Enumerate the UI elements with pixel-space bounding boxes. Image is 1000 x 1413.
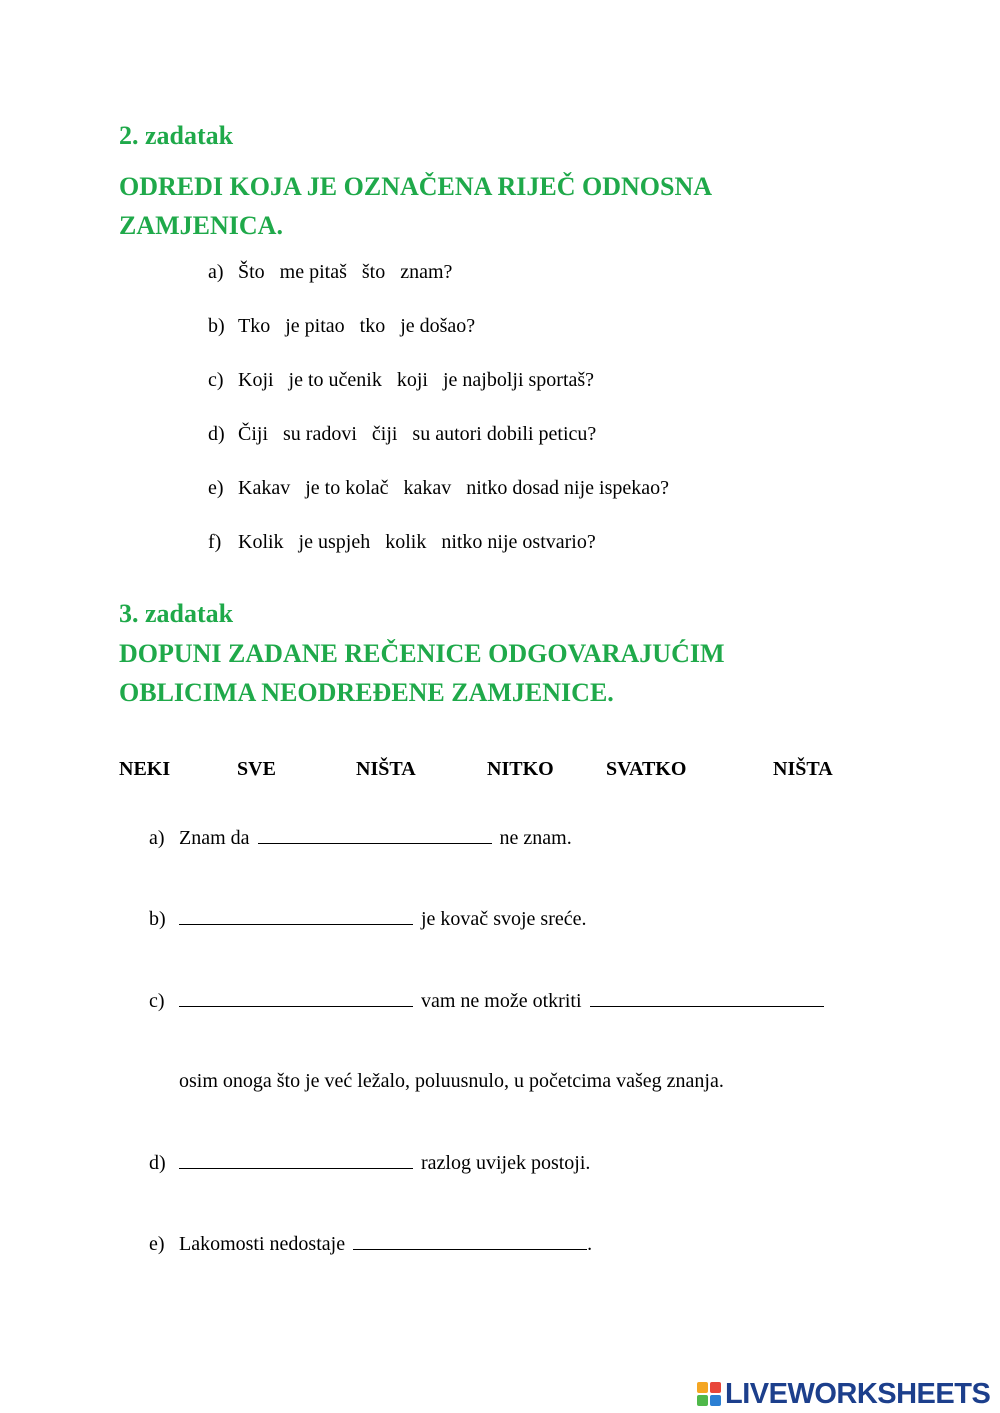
item-label: a) [208, 261, 224, 283]
item-label: c) [149, 990, 165, 1012]
logo-square-1 [697, 1382, 708, 1393]
word-bank-svatko: SVATKO [606, 758, 687, 780]
item-text: Lakomosti nedostaje [179, 1233, 346, 1255]
task3-title: 3. zadatak [119, 599, 234, 628]
answer-blank[interactable] [179, 1150, 413, 1169]
item-label: f) [208, 531, 222, 553]
item-label: d) [208, 423, 225, 445]
task3-item-c [149, 988, 827, 1013]
answer-blank[interactable] [179, 988, 413, 1007]
word-bank-sve: SVE [237, 758, 276, 780]
logo-square-4 [710, 1395, 721, 1406]
logo-text: LIVEWORKSHEETS [725, 1377, 991, 1410]
task3-heading [119, 634, 919, 712]
task2-heading-line1: ODREDI KOJA JE OZNAČENA RIJEČ ODNOSNA [119, 172, 713, 201]
answer-blank[interactable] [353, 1231, 587, 1250]
item-text: razlog uvijek postoji. [421, 1152, 591, 1174]
word-bank-nista-2: NIŠTA [773, 758, 833, 780]
task3-heading-line1: DOPUNI ZADANE REČENICE ODGOVARAJUĆIM [119, 639, 725, 668]
task2-item-e [208, 476, 669, 500]
task3-item-d [149, 1150, 590, 1175]
liveworksheets-logo [697, 1378, 990, 1410]
item-text: je kovač svoje sreće. [421, 908, 587, 930]
task2-item-d [208, 422, 596, 446]
task2-item-b [208, 314, 475, 338]
item-text: Kakav je to kolač kakav nitko dosad nije ispekao? [238, 477, 669, 499]
item-label: b) [149, 908, 166, 930]
item-text: vam ne može otkriti [421, 990, 582, 1012]
logo-square-2 [710, 1382, 721, 1393]
word-bank-nitko: NITKO [487, 758, 554, 780]
answer-blank[interactable] [590, 988, 824, 1007]
task2-heading [119, 167, 919, 245]
item-label: b) [208, 315, 225, 337]
item-label: e) [208, 477, 224, 499]
task2-item-f [208, 530, 596, 554]
answer-blank[interactable] [258, 825, 492, 844]
answer-blank[interactable] [179, 906, 413, 925]
item-label: e) [149, 1233, 165, 1255]
logo-square-3 [697, 1395, 708, 1406]
task3-heading-line2: OBLICIMA NEODREĐENE ZAMJENICE. [119, 678, 614, 707]
item-label: d) [149, 1152, 166, 1174]
item-text: Što me pitaš što znam? [238, 261, 453, 283]
item-text: Znam da [179, 827, 250, 849]
item-text: Tko je pitao tko je došao? [238, 315, 476, 337]
item-label: c) [208, 369, 224, 391]
task3-item-a [149, 825, 572, 850]
liveworksheets-logo-icon [697, 1382, 721, 1406]
item-text: Koji je to učenik koji je najbolji sportaš? [238, 369, 595, 391]
item-text: ne znam. [499, 827, 572, 849]
task3-item-e [149, 1231, 592, 1256]
task2-heading-line2: ZAMJENICA. [119, 211, 283, 240]
task2-item-a [208, 260, 452, 284]
word-bank-nista: NIŠTA [356, 758, 416, 780]
item-label: a) [149, 827, 165, 849]
task2-title: 2. zadatak [119, 121, 234, 150]
item-text: Kolik je uspjeh kolik nitko nije ostvario? [238, 531, 596, 553]
item-text: . [587, 1233, 593, 1255]
item-text: Čiji su radovi čiji su autori dobili peticu? [238, 423, 597, 445]
task3-item-b [149, 906, 586, 931]
task2-item-c [208, 368, 594, 392]
word-bank-neki: NEKI [119, 758, 171, 780]
task3-item-c-continuation: osim onoga što je već ležalo, poluusnulo, u početcima vašeg znanja. [179, 1070, 724, 1092]
